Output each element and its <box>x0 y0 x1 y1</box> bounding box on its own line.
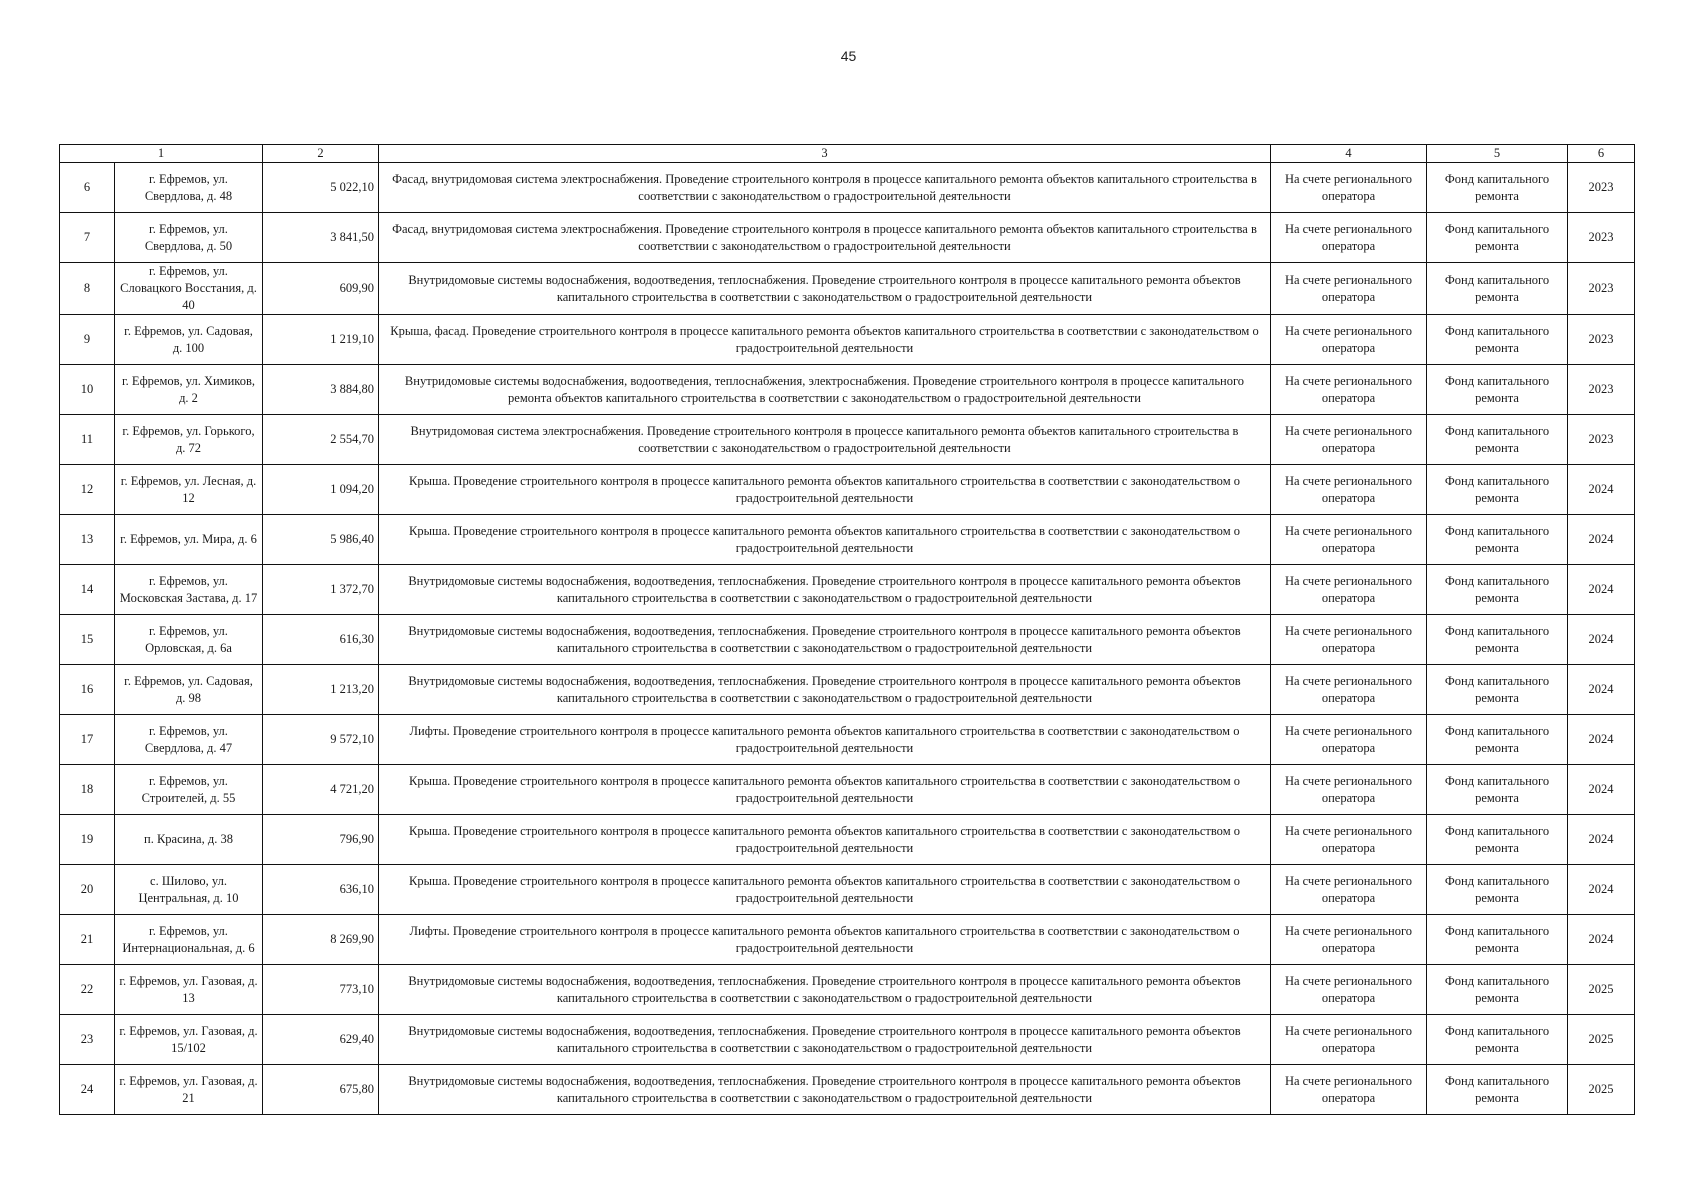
fund-form-cell: На счете регионального оператора <box>1271 1065 1427 1115</box>
table-header <box>60 145 1635 163</box>
address-cell: г. Ефремов, ул. Свердлова, д. 48 <box>115 163 263 213</box>
fund-form-cell: На счете регионального оператора <box>1271 515 1427 565</box>
funding-source-cell: Фонд капитального ремонта <box>1427 465 1568 515</box>
area-cell: 616,30 <box>263 615 379 665</box>
table-row <box>60 213 1635 263</box>
header-row <box>60 145 1635 163</box>
address-cell: п. Красина, д. 38 <box>115 815 263 865</box>
table-row <box>60 315 1635 365</box>
funding-source-cell: Фонд капитального ремонта <box>1427 615 1568 665</box>
table-row <box>60 715 1635 765</box>
address-cell: г. Ефремов, ул. Садовая, д. 100 <box>115 315 263 365</box>
address-cell: г. Ефремов, ул. Садовая, д. 98 <box>115 665 263 715</box>
fund-form-cell: На счете регионального оператора <box>1271 365 1427 415</box>
year-cell: 2025 <box>1568 965 1635 1015</box>
funding-source-cell: Фонд капитального ремонта <box>1427 665 1568 715</box>
year-cell: 2024 <box>1568 865 1635 915</box>
works-description-cell: Внутридомовые системы водоснабжения, водоотведения, теплоснабжения, электроснабжения. Проведение строительного контроля в процессе капитального ремонта объектов капитального строительства в соответствии с законодательством о градостроительной деятельности <box>379 365 1271 415</box>
works-description-cell: Внутридомовая система электроснабжения. Проведение строительного контроля в процессе капитального ремонта объектов капитального строительства в соответствии с законодательством о градостроительной деятельности <box>379 415 1271 465</box>
area-cell: 5 022,10 <box>263 163 379 213</box>
row-number-cell: 24 <box>60 1065 115 1115</box>
area-cell: 1 213,20 <box>263 665 379 715</box>
year-cell: 2023 <box>1568 163 1635 213</box>
year-cell: 2024 <box>1568 815 1635 865</box>
year-cell: 2025 <box>1568 1015 1635 1065</box>
header-cell-1: 1 <box>60 145 263 163</box>
funding-source-cell: Фонд капитального ремонта <box>1427 1015 1568 1065</box>
funding-source-cell: Фонд капитального ремонта <box>1427 163 1568 213</box>
fund-form-cell: На счете регионального оператора <box>1271 915 1427 965</box>
funding-source-cell: Фонд капитального ремонта <box>1427 715 1568 765</box>
row-number-cell: 13 <box>60 515 115 565</box>
funding-source-cell: Фонд капитального ремонта <box>1427 565 1568 615</box>
row-number-cell: 18 <box>60 765 115 815</box>
year-cell: 2023 <box>1568 415 1635 465</box>
table-row <box>60 263 1635 315</box>
funding-source-cell: Фонд капитального ремонта <box>1427 415 1568 465</box>
year-cell: 2024 <box>1568 715 1635 765</box>
fund-form-cell: На счете регионального оператора <box>1271 815 1427 865</box>
header-cell-3: 3 <box>379 145 1271 163</box>
address-cell: г. Ефремов, ул. Орловская, д. 6а <box>115 615 263 665</box>
area-cell: 609,90 <box>263 263 379 315</box>
row-number-cell: 21 <box>60 915 115 965</box>
works-description-cell: Внутридомовые системы водоснабжения, водоотведения, теплоснабжения. Проведение строительного контроля в процессе капитального ремонта объектов капитального строительства в соответствии с законодательством о градостроительной деятельности <box>379 1065 1271 1115</box>
row-number-cell: 20 <box>60 865 115 915</box>
fund-form-cell: На счете регионального оператора <box>1271 163 1427 213</box>
table-row <box>60 865 1635 915</box>
row-number-cell: 15 <box>60 615 115 665</box>
works-description-cell: Крыша. Проведение строительного контроля в процессе капитального ремонта объектов капитального строительства в соответствии с законодательством о градостроительной деятельности <box>379 765 1271 815</box>
works-description-cell: Внутридомовые системы водоснабжения, водоотведения, теплоснабжения. Проведение строительного контроля в процессе капитального ремонта объектов капитального строительства в соответствии с законодательством о градостроительной деятельности <box>379 665 1271 715</box>
year-cell: 2023 <box>1568 315 1635 365</box>
funding-source-cell: Фонд капитального ремонта <box>1427 765 1568 815</box>
table-row <box>60 565 1635 615</box>
fund-form-cell: На счете регионального оператора <box>1271 715 1427 765</box>
address-cell: г. Ефремов, ул. Газовая, д. 13 <box>115 965 263 1015</box>
year-cell: 2024 <box>1568 515 1635 565</box>
fund-form-cell: На счете регионального оператора <box>1271 665 1427 715</box>
area-cell: 3 841,50 <box>263 213 379 263</box>
works-description-cell: Внутридомовые системы водоснабжения, водоотведения, теплоснабжения. Проведение строительного контроля в процессе капитального ремонта объектов капитального строительства в соответствии с законодательством о градостроительной деятельности <box>379 615 1271 665</box>
table-row <box>60 465 1635 515</box>
area-cell: 8 269,90 <box>263 915 379 965</box>
fund-form-cell: На счете регионального оператора <box>1271 865 1427 915</box>
funding-source-cell: Фонд капитального ремонта <box>1427 865 1568 915</box>
fund-form-cell: На счете регионального оператора <box>1271 615 1427 665</box>
area-cell: 2 554,70 <box>263 415 379 465</box>
fund-form-cell: На счете регионального оператора <box>1271 565 1427 615</box>
area-cell: 1 094,20 <box>263 465 379 515</box>
area-cell: 773,10 <box>263 965 379 1015</box>
address-cell: с. Шилово, ул. Центральная, д. 10 <box>115 865 263 915</box>
table-row <box>60 765 1635 815</box>
row-number-cell: 14 <box>60 565 115 615</box>
address-cell: г. Ефремов, ул. Московская Застава, д. 17 <box>115 565 263 615</box>
funding-source-cell: Фонд капитального ремонта <box>1427 815 1568 865</box>
works-description-cell: Внутридомовые системы водоснабжения, водоотведения, теплоснабжения. Проведение строительного контроля в процессе капитального ремонта объектов капитального строительства в соответствии с законодательством о градостроительной деятельности <box>379 263 1271 315</box>
row-number-cell: 19 <box>60 815 115 865</box>
table-row <box>60 1065 1635 1115</box>
address-cell: г. Ефремов, ул. Словацкого Восстания, д. 40 <box>115 263 263 315</box>
works-description-cell: Лифты. Проведение строительного контроля в процессе капитального ремонта объектов капитального строительства в соответствии с законодательством о градостроительной деятельности <box>379 715 1271 765</box>
year-cell: 2024 <box>1568 565 1635 615</box>
works-description-cell: Крыша. Проведение строительного контроля в процессе капитального ремонта объектов капитального строительства в соответствии с законодательством о градостроительной деятельности <box>379 815 1271 865</box>
row-number-cell: 8 <box>60 263 115 315</box>
year-cell: 2024 <box>1568 915 1635 965</box>
header-cell-2: 2 <box>263 145 379 163</box>
row-number-cell: 23 <box>60 1015 115 1065</box>
fund-form-cell: На счете регионального оператора <box>1271 263 1427 315</box>
table-row <box>60 415 1635 465</box>
table-row <box>60 815 1635 865</box>
table-row <box>60 1015 1635 1065</box>
funding-source-cell: Фонд капитального ремонта <box>1427 1065 1568 1115</box>
area-cell: 5 986,40 <box>263 515 379 565</box>
works-description-cell: Внутридомовые системы водоснабжения, водоотведения, теплоснабжения. Проведение строительного контроля в процессе капитального ремонта объектов капитального строительства в соответствии с законодательством о градостроительной деятельности <box>379 965 1271 1015</box>
row-number-cell: 10 <box>60 365 115 415</box>
year-cell: 2024 <box>1568 765 1635 815</box>
works-description-cell: Крыша, фасад. Проведение строительного контроля в процессе капитального ремонта объектов капитального строительства в соответствии с законодательством о градостроительной деятельности <box>379 315 1271 365</box>
year-cell: 2024 <box>1568 465 1635 515</box>
year-cell: 2024 <box>1568 665 1635 715</box>
works-description-cell: Лифты. Проведение строительного контроля в процессе капитального ремонта объектов капитального строительства в соответствии с законодательством о градостроительной деятельности <box>379 915 1271 965</box>
page-number: 45 <box>840 48 857 64</box>
works-description-cell: Внутридомовые системы водоснабжения, водоотведения, теплоснабжения. Проведение строительного контроля в процессе капитального ремонта объектов капитального строительства в соответствии с законодательством о градостроительной деятельности <box>379 565 1271 615</box>
fund-form-cell: На счете регионального оператора <box>1271 213 1427 263</box>
fund-form-cell: На счете регионального оператора <box>1271 465 1427 515</box>
area-cell: 3 884,80 <box>263 365 379 415</box>
area-cell: 675,80 <box>263 1065 379 1115</box>
table-row <box>60 915 1635 965</box>
fund-form-cell: На счете регионального оператора <box>1271 415 1427 465</box>
area-cell: 9 572,10 <box>263 715 379 765</box>
capital-repair-table <box>59 144 1635 1115</box>
header-cell-4: 4 <box>1271 145 1427 163</box>
funding-source-cell: Фонд капитального ремонта <box>1427 965 1568 1015</box>
works-description-cell: Крыша. Проведение строительного контроля в процессе капитального ремонта объектов капитального строительства в соответствии с законодательством о градостроительной деятельности <box>379 515 1271 565</box>
table-row <box>60 615 1635 665</box>
fund-form-cell: На счете регионального оператора <box>1271 315 1427 365</box>
fund-form-cell: На счете регионального оператора <box>1271 1015 1427 1065</box>
works-description-cell: Фасад, внутридомовая система электроснабжения. Проведение строительного контроля в процессе капитального ремонта объектов капитального строительства в соответствии с законодательством о градостроительной деятельности <box>379 213 1271 263</box>
funding-source-cell: Фонд капитального ремонта <box>1427 365 1568 415</box>
works-description-cell: Крыша. Проведение строительного контроля в процессе капитального ремонта объектов капитального строительства в соответствии с законодательством о градостроительной деятельности <box>379 865 1271 915</box>
area-cell: 629,40 <box>263 1015 379 1065</box>
table-row <box>60 515 1635 565</box>
table-row <box>60 365 1635 415</box>
table-row <box>60 163 1635 213</box>
address-cell: г. Ефремов, ул. Лесная, д. 12 <box>115 465 263 515</box>
address-cell: г. Ефремов, ул. Горького, д. 72 <box>115 415 263 465</box>
year-cell: 2023 <box>1568 263 1635 315</box>
table-row <box>60 665 1635 715</box>
header-cell-5: 5 <box>1427 145 1568 163</box>
address-cell: г. Ефремов, ул. Свердлова, д. 50 <box>115 213 263 263</box>
area-cell: 796,90 <box>263 815 379 865</box>
works-description-cell: Внутридомовые системы водоснабжения, водоотведения, теплоснабжения. Проведение строительного контроля в процессе капитального ремонта объектов капитального строительства в соответствии с законодательством о градостроительной деятельности <box>379 1015 1271 1065</box>
table-body <box>60 163 1635 1115</box>
address-cell: г. Ефремов, ул. Химиков, д. 2 <box>115 365 263 415</box>
area-cell: 1 219,10 <box>263 315 379 365</box>
address-cell: г. Ефремов, ул. Интернациональная, д. 6 <box>115 915 263 965</box>
funding-source-cell: Фонд капитального ремонта <box>1427 263 1568 315</box>
year-cell: 2025 <box>1568 1065 1635 1115</box>
address-cell: г. Ефремов, ул. Мира, д. 6 <box>115 515 263 565</box>
row-number-cell: 11 <box>60 415 115 465</box>
area-cell: 636,10 <box>263 865 379 915</box>
area-cell: 4 721,20 <box>263 765 379 815</box>
year-cell: 2023 <box>1568 213 1635 263</box>
row-number-cell: 7 <box>60 213 115 263</box>
works-description-cell: Крыша. Проведение строительного контроля в процессе капитального ремонта объектов капитального строительства в соответствии с законодательством о градостроительной деятельности <box>379 465 1271 515</box>
fund-form-cell: На счете регионального оператора <box>1271 765 1427 815</box>
funding-source-cell: Фонд капитального ремонта <box>1427 213 1568 263</box>
row-number-cell: 22 <box>60 965 115 1015</box>
year-cell: 2024 <box>1568 615 1635 665</box>
address-cell: г. Ефремов, ул. Свердлова, д. 47 <box>115 715 263 765</box>
funding-source-cell: Фонд капитального ремонта <box>1427 915 1568 965</box>
address-cell: г. Ефремов, ул. Газовая, д. 15/102 <box>115 1015 263 1065</box>
row-number-cell: 6 <box>60 163 115 213</box>
address-cell: г. Ефремов, ул. Газовая, д. 21 <box>115 1065 263 1115</box>
row-number-cell: 9 <box>60 315 115 365</box>
works-description-cell: Фасад, внутридомовая система электроснабжения. Проведение строительного контроля в процессе капитального ремонта объектов капитального строительства в соответствии с законодательством о градостроительной деятельности <box>379 163 1271 213</box>
address-cell: г. Ефремов, ул. Строителей, д. 55 <box>115 765 263 815</box>
fund-form-cell: На счете регионального оператора <box>1271 965 1427 1015</box>
row-number-cell: 16 <box>60 665 115 715</box>
row-number-cell: 17 <box>60 715 115 765</box>
area-cell: 1 372,70 <box>263 565 379 615</box>
header-cell-6: 6 <box>1568 145 1635 163</box>
row-number-cell: 12 <box>60 465 115 515</box>
table-row <box>60 965 1635 1015</box>
year-cell: 2023 <box>1568 365 1635 415</box>
funding-source-cell: Фонд капитального ремонта <box>1427 515 1568 565</box>
funding-source-cell: Фонд капитального ремонта <box>1427 315 1568 365</box>
